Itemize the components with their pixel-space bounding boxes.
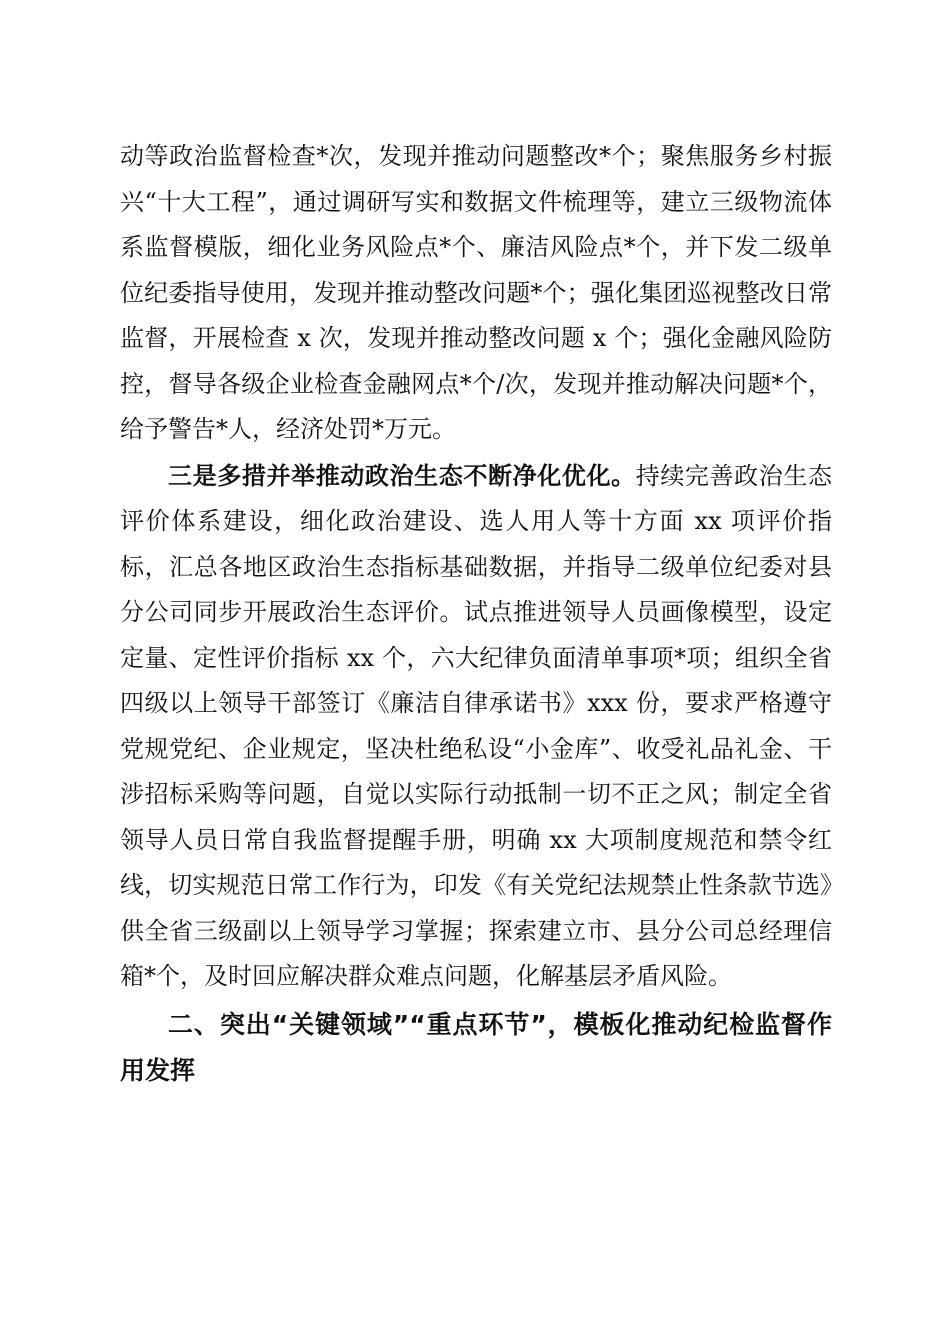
document-body	[120, 134, 832, 1094]
paragraph-body-text: 持续完善政治生态评价体系建设，细化政治建设、选人用人等十方面 xx 项评价指标，汇总各地区政治生态指标基础数据，并指导二级单位纪委对县分公司同步开展政治生态评价。试点推进领导人员画像模型，设定定量、定性评价指标 xx 个，六大纪律负面清单事项*项；组织全省四级以上领导干部签订《廉洁自律承诺书》xxx 份，要求严格遵守党规党纪、企业规定，坚决杜绝私设“小金库”、收受礼品礼金、干涉招标采购等问题，自觉以实际行动抵制一切不正之风；制定全省领导人员日常自我监督提醒手册，明确 xx 大项制度规范和禁令红线，切实规范日常工作行为，印发《有关党纪法规禁止性条款节选》供全省三级副以上领导学习掌握；探索建立市、县分公司总经理信箱*个，及时回应解决群众难点问题，化解基层矛盾风险。	[120, 461, 833, 990]
paragraph-continuation: 动等政治监督检查*次，发现并推动问题整改*个；聚焦服务乡村振兴“十大工程”，通过调研写实和数据文件梳理等，建立三级物流体系监督模版，细化业务风险点*个、廉洁风险点*个，并下发二级单位纪委指导使用，发现并推动整改问题*个；强化集团巡视整改日常监督，开展检查 x 次，发现并推动整改问题 x 个；强化金融风险防控，督导各级企业检查金融网点*个/次，发现并推动解决问题*个，给予警告*人，经济处罚*万元。	[120, 142, 832, 443]
section-heading-two: 二、突出“关键领域”“重点环节”，模板化推动纪检监督作用发挥	[120, 1009, 832, 1085]
paragraph-section-three	[120, 453, 832, 1000]
paragraph-lead-sentence: 三是多措并举推动政治生态不断净化优化。	[168, 460, 636, 490]
